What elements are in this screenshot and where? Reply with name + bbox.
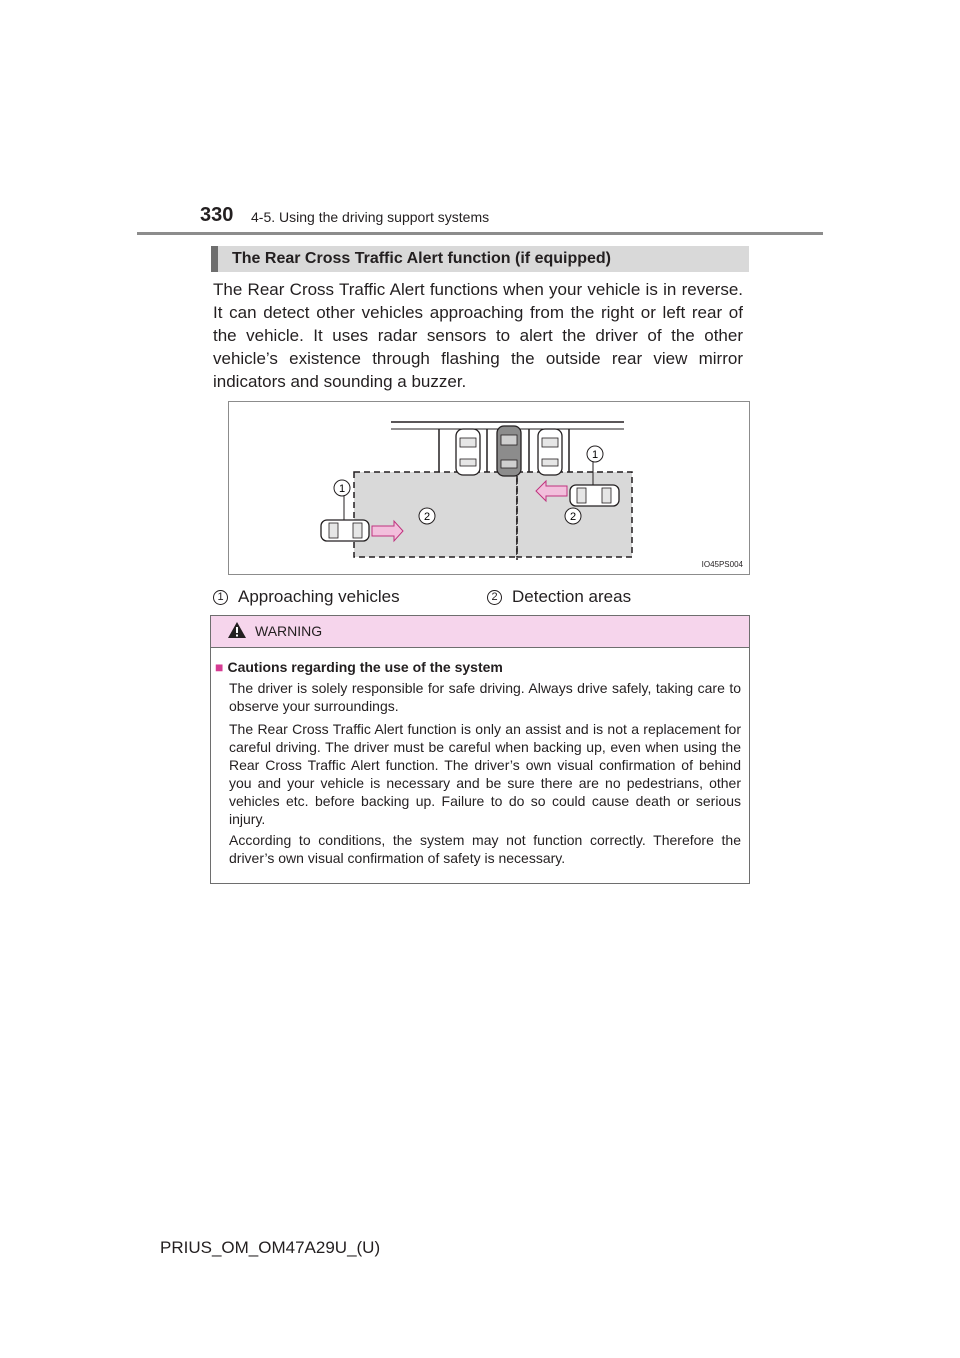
legend-item xyxy=(487,587,631,607)
approaching-car-right xyxy=(570,485,619,506)
callout-number: 2 xyxy=(423,511,431,523)
chapter-title: 4-5. Using the driving support systems xyxy=(251,209,490,225)
parked-car xyxy=(456,429,480,475)
warning-label: WARNING xyxy=(255,623,323,639)
legend-item xyxy=(213,587,400,607)
square-bullet-icon: ■ xyxy=(215,659,224,675)
footer-code: PRIUS_OM_OM47A29U_(U) xyxy=(160,1238,381,1257)
header-rule xyxy=(137,232,823,235)
approaching-car-left xyxy=(321,520,369,541)
legend-label: Approaching vehicles xyxy=(238,587,400,606)
section-title: The Rear Cross Traffic Alert function (if equipped) xyxy=(232,250,611,267)
body-paragraph: The Rear Cross Traffic Alert functions when your vehicle is in reverse. It can detect other vehicles approaching from the right or left rear of the vehicle. It uses radar sensors to alert the driver of the other vehicle’s existence through flashing the outside rear view mirror indicators and sounding a buzzer. xyxy=(213,280,743,391)
warning-heading-text: Cautions regarding the use of the system xyxy=(227,659,503,675)
page-number: 330 xyxy=(200,204,234,226)
rcta-diagram xyxy=(229,402,749,574)
warning-paragraph: According to conditions, the system may not function correctly. Therefore the driver’s own visual confirmation of safety is necessary. xyxy=(229,832,741,866)
warning-box xyxy=(210,615,750,884)
warning-heading xyxy=(215,659,503,675)
legend-number: 1 xyxy=(213,590,228,605)
legend-label: Detection areas xyxy=(512,587,632,606)
section-bar xyxy=(211,246,749,272)
rcta-figure xyxy=(228,401,750,575)
warning-paragraph: The Rear Cross Traffic Alert function is only an assist and is not a replacement for careful driving. The driver must be careful when backing up, even when using the Rear Cross Traffic Alert function. The driver’s own visual confirmation of behind you and your vehicle is necessary and be sure there are no pedestrians, other vehicles etc. before backing up. Failure to do so could cause death or serious injury. xyxy=(229,721,741,827)
figure-code: IO45PS004 xyxy=(701,560,743,569)
parked-car xyxy=(538,429,562,475)
reversing-car xyxy=(497,426,521,476)
detection-area-left xyxy=(354,472,517,557)
callout-number: 1 xyxy=(591,449,599,461)
callout-number: 2 xyxy=(569,511,577,523)
warning-paragraph: The driver is solely responsible for safe driving. Always drive safely, taking care to observe your surroundings. xyxy=(229,680,741,714)
warning-header xyxy=(211,616,749,648)
callout-number: 1 xyxy=(338,483,346,495)
legend-number: 2 xyxy=(487,590,502,605)
warning-triangle-icon xyxy=(228,622,246,638)
